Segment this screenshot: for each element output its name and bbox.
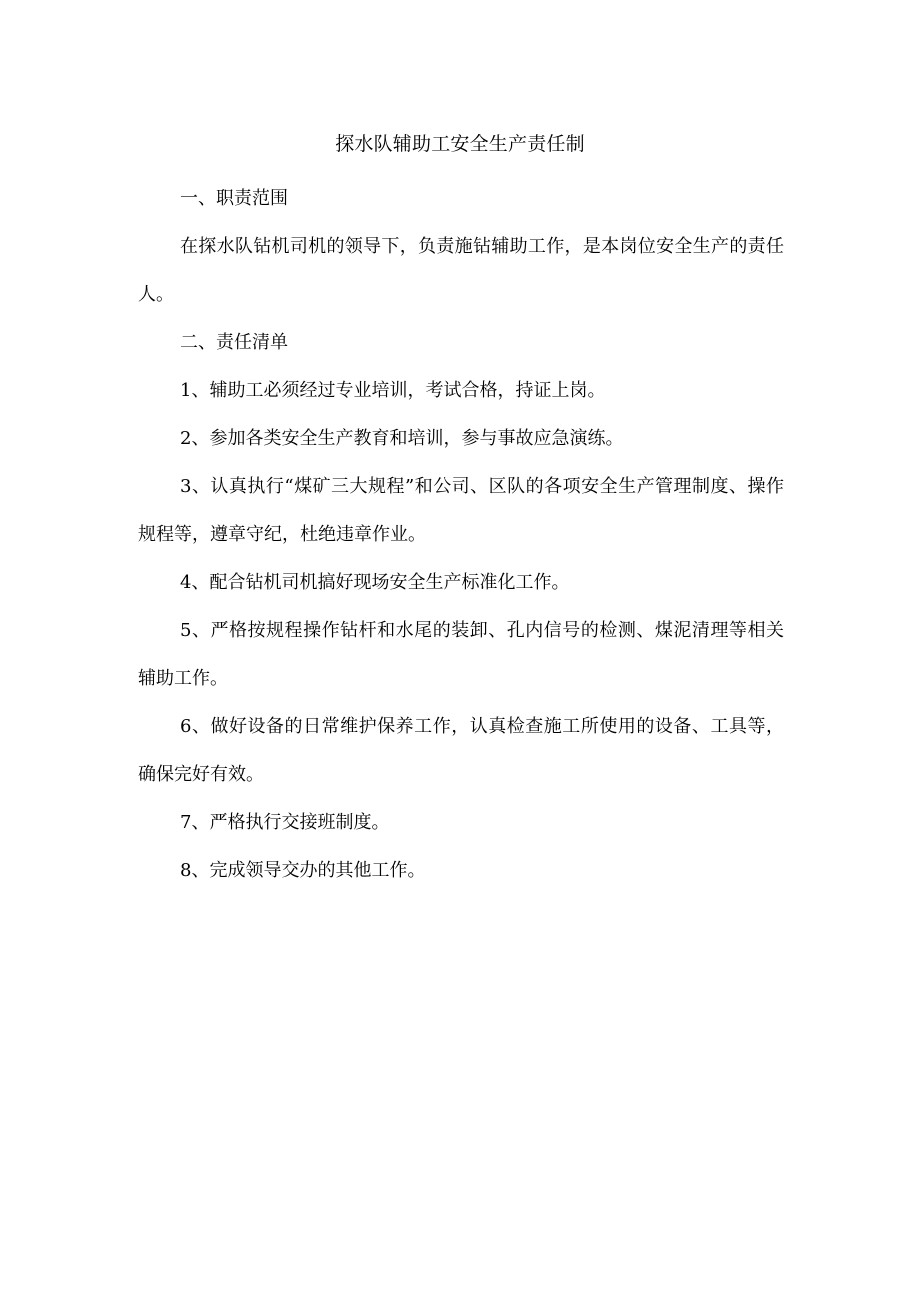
document-title: 探水队辅助工安全生产责任制 — [335, 133, 585, 155]
list-item-3: 3、认真执行“煤矿三大规程”和公司、区队的各项安全生产管理制度、操作规程等，遵章守纪，杜绝违章作业。 — [138, 476, 784, 545]
document-body — [138, 175, 784, 895]
list-item-6: 6、做好设备的日常维护保养工作，认真检查施工所使用的设备、工具等，确保完好有效。 — [138, 716, 784, 785]
list-item-1: 1、辅助工必须经过专业培训，考试合格，持证上岗。 — [180, 380, 606, 401]
section1-heading: 一、职责范围 — [180, 188, 288, 209]
list-item-8: 8、完成领导交办的其他工作。 — [180, 860, 426, 881]
section1-text: 在探水队钻机司机的领导下，负责施钻辅助工作，是本岗位安全生产的责任人。 — [138, 236, 784, 305]
list-item-4: 4、配合钻机司机搞好现场安全生产标准化工作。 — [180, 572, 570, 593]
list-item-5: 5、严格按规程操作钻杆和水尾的装卸、孔内信号的检测、煤泥清理等相关辅助工作。 — [138, 620, 784, 689]
list-item-2: 2、参加各类安全生产教育和培训，参与事故应急演练。 — [180, 428, 624, 449]
section2-heading: 二、责任清单 — [180, 332, 288, 353]
list-item-7: 7、严格执行交接班制度。 — [180, 812, 390, 833]
